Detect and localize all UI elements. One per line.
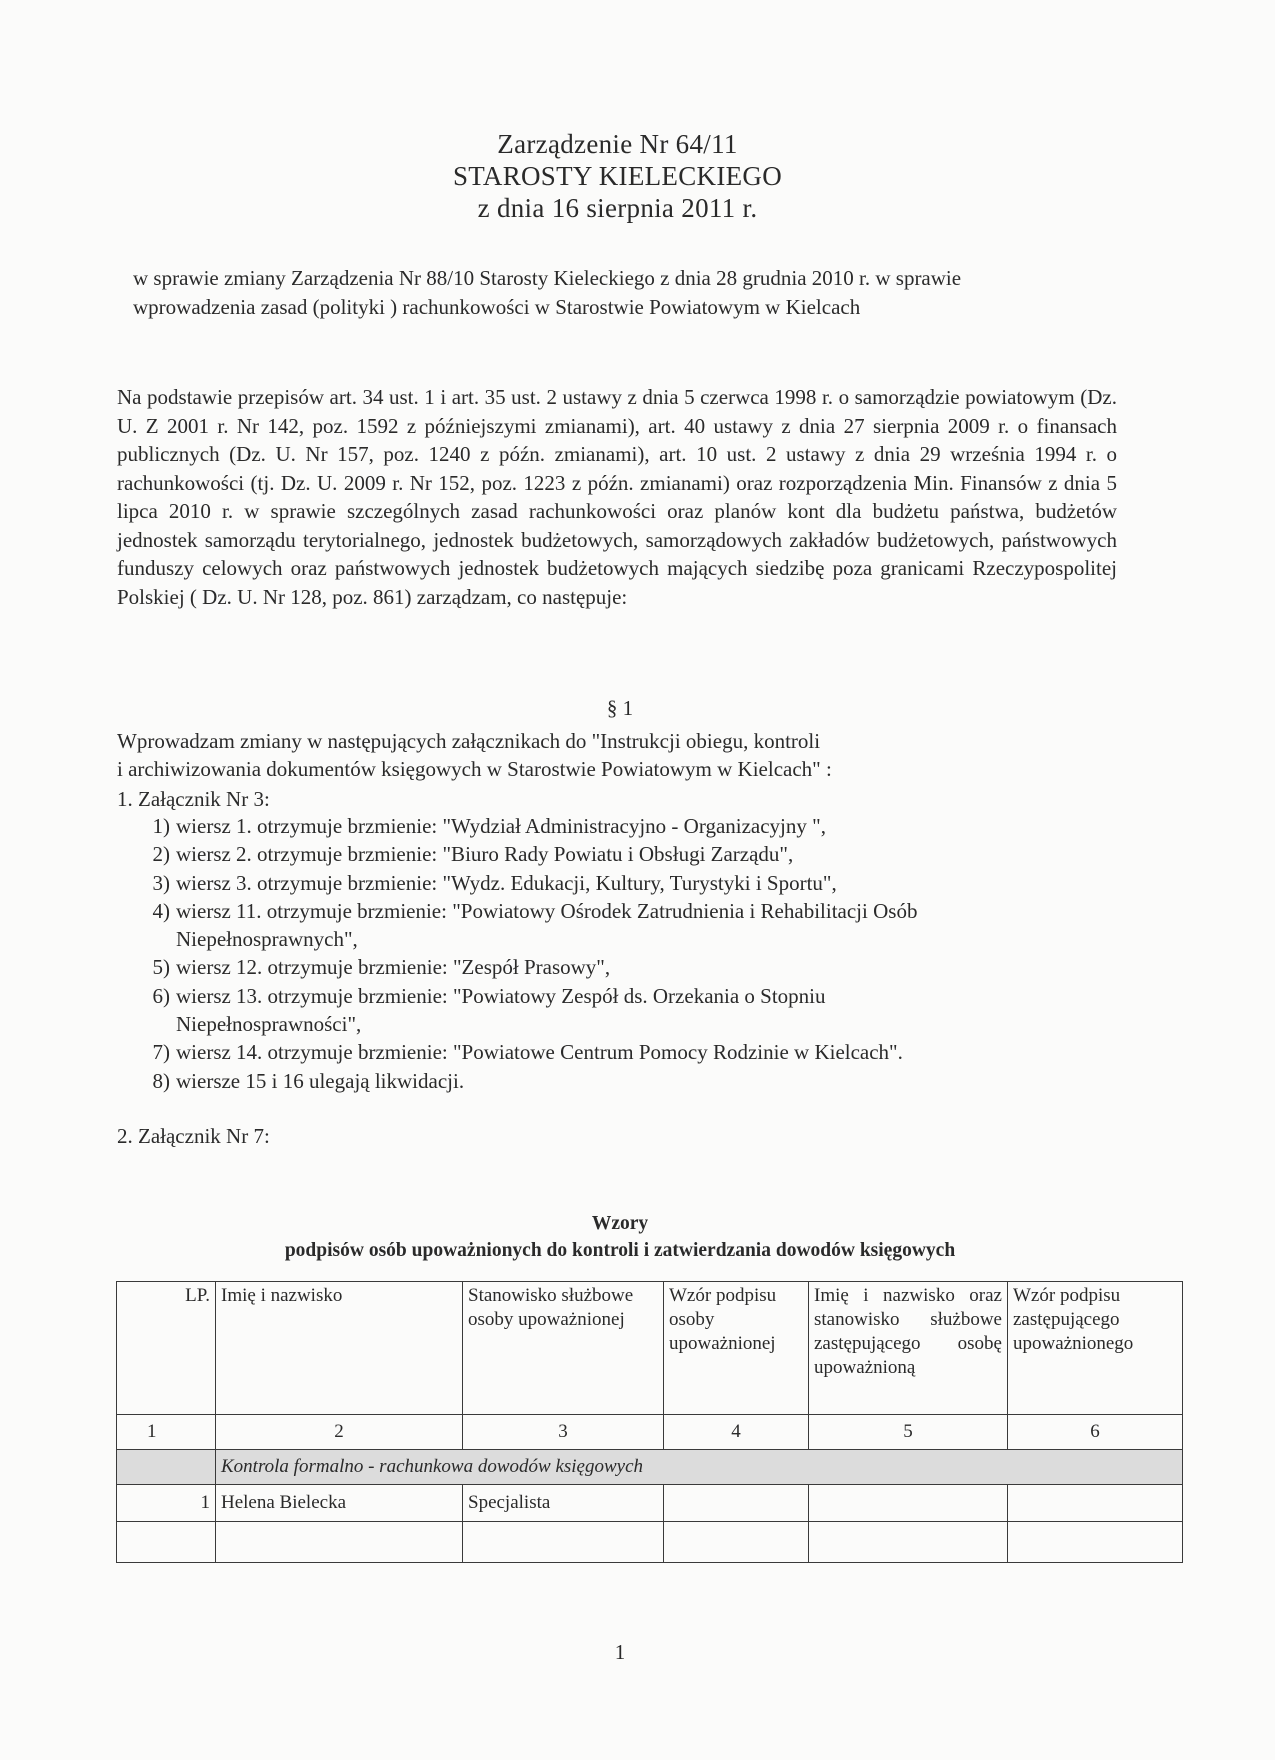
column-number: 5 [809, 1415, 1008, 1450]
item-number: 4) [152, 898, 170, 923]
item-text: wiersz 14. otrzymuje brzmienie: "Powiatowe Centrum Pomocy Rodzinie w Kielcach". [176, 1040, 903, 1065]
legal-basis-paragraph: Na podstawie przepisów art. 34 ust. 1 i art. 35 ust. 2 ustawy z dnia 5 czerwca 1998 r. o samorządzie powiatowym (Dz. U. Z 2001 r. Nr 142, poz. 1592 z późniejszymi zmianami), art. 40 ustawy z dnia 27 sierpnia 2009 r. o finansach publicznych (Dz. U. Nr 157, poz. 1240 z późn. zmianami), art. 10 ust. 2 ustawy z dnia 29 września 1994 r. o rachunkowości (tj. Dz. U. 2009 r. Nr 152, poz. 1223 z późn. zmianami) oraz rozporządzenia Min. Finansów z dnia 5 lipca 2010 r. w sprawie szczególnych zasad rachunkowości oraz planów kont dla budżetu państwa, budżetów jednostek samorządu terytorialnego, jednostek budżetowych, samorządowych zakładów budżetowych, państwowych funduszy celowych oraz państwowych jednostek budżetowych mających siedzibę poza granicami Rzeczypospolitej Polskiej ( Dz. U. Nr 128, poz. 861) zarządzam, co następuje: [117, 385, 1117, 609]
empty-cell [463, 1522, 664, 1563]
item-continuation: Niepełnosprawności", [176, 1012, 362, 1037]
row-signature [664, 1485, 809, 1522]
empty-cell [664, 1522, 809, 1563]
list-item [140, 869, 1100, 897]
column-number: 1 [117, 1415, 216, 1450]
page-number: 1 [614, 1640, 626, 1664]
header-title: Zarządzenie Nr 64/11 [497, 129, 738, 159]
column-number: 3 [463, 1415, 664, 1450]
item-number: 5) [152, 955, 170, 980]
table-title-line-2: podpisów osób upoważnionych do kontroli i zatwierdzania dowodów księgowych [284, 1240, 956, 1261]
list-item [140, 982, 1100, 1010]
header-lp: LP. [117, 1282, 216, 1415]
table-header-row [117, 1282, 1183, 1415]
subject-line-1: w sprawie zmiany Zarządzenia Nr 88/10 Starosty Kieleckiego z dnia 28 grudnia 2010 r. w sprawie [133, 266, 962, 290]
section-mark: § 1 [606, 696, 634, 720]
item-number: 1) [152, 814, 170, 838]
section-intro [117, 727, 1127, 783]
row-substitute [809, 1485, 1008, 1522]
empty-cell [809, 1522, 1008, 1563]
section-cell-empty [117, 1450, 216, 1485]
section-label: Kontrola formalno - rachunkowa dowodów księgowych [216, 1450, 1183, 1485]
header-issuer: STAROSTY KIELECKIEGO [452, 161, 783, 191]
item-text: wiersz 1. otrzymuje brzmienie: "Wydział Administracyjno - Organizacyjny ", [176, 814, 826, 838]
list-item [140, 1067, 1100, 1095]
list-item [140, 812, 1100, 840]
empty-cell [216, 1522, 463, 1563]
annex-7-heading: 2. Załącznik Nr 7: [117, 1124, 270, 1148]
list-item [140, 1038, 1100, 1066]
table-row-empty [117, 1522, 1183, 1563]
empty-cell [117, 1522, 216, 1563]
item-continuation: Niepełnosprawnych", [176, 927, 358, 952]
header-name: Imię i nazwisko [216, 1282, 463, 1415]
empty-cell [1008, 1522, 1183, 1563]
item-text: wiersz 3. otrzymuje brzmienie: "Wydz. Edukacji, Kultury, Turystyki i Sportu", [176, 870, 837, 895]
document-header [0, 128, 1235, 224]
item-text: wiersz 11. otrzymuje brzmienie: "Powiatowy Ośrodek Zatrudnienia i Rehabilitacji Osób [176, 898, 918, 923]
item-text: wiersze 15 i 16 ulegają likwidacji. [176, 1068, 465, 1093]
table-section-row [117, 1450, 1183, 1485]
item-text: wiersz 12. otrzymuje brzmienie: "Zespół Prasowy", [176, 955, 611, 980]
row-lp: 1 [117, 1485, 216, 1522]
intro-line-2: i archiwizowania dokumentów księgowych w Starostwie Powiatowym w Kielcach" : [117, 757, 832, 781]
item-number: 2) [152, 842, 170, 867]
header-substitute: Imię i nazwisko oraz stanowisko służbowe zastępującego osobę upoważnioną [809, 1282, 1008, 1415]
row-name: Helena Bielecka [216, 1485, 463, 1522]
intro-line-1: Wprowadzam zmiany w następujących załącznikach do "Instrukcji obiegu, kontroli [117, 729, 821, 753]
annex-3-heading: 1. Załącznik Nr 3: [117, 787, 270, 811]
item-number: 7) [152, 1040, 170, 1065]
item-number: 8) [152, 1068, 170, 1093]
column-number: 6 [1008, 1415, 1183, 1450]
list-item [140, 897, 1100, 925]
subject-line-2: wprowadzenia zasad (polityki ) rachunkowości w Starostwie Powiatowym w Kielcach [133, 295, 861, 319]
header-signature: Wzór podpisu osoby upoważnionej [664, 1282, 809, 1415]
document-subject [133, 264, 1133, 322]
list-item [140, 953, 1100, 981]
amendment-list [140, 812, 1100, 1095]
item-text: wiersz 13. otrzymuje brzmienie: "Powiatowy Zespół ds. Orzekania o Stopniu [176, 983, 826, 1008]
column-number: 2 [216, 1415, 463, 1450]
table-title [0, 1210, 1240, 1264]
item-number: 6) [152, 983, 170, 1008]
table-title-line-1: Wzory [591, 1213, 649, 1234]
row-position: Specjalista [463, 1485, 664, 1522]
header-date: z dnia 16 sierpnia 2011 r. [477, 193, 758, 223]
column-number-row [117, 1415, 1183, 1450]
list-item [140, 840, 1100, 868]
item-number: 3) [152, 870, 170, 895]
header-substitute-signature: Wzór podpisu zastępującego upoważnionego [1008, 1282, 1183, 1415]
row-substitute-signature [1008, 1485, 1183, 1522]
column-number: 4 [664, 1415, 809, 1450]
item-text: wiersz 2. otrzymuje brzmienie: "Biuro Rady Powiatu i Obsługi Zarządu", [176, 842, 794, 867]
signature-table [116, 1281, 1183, 1563]
header-position: Stanowisko służbowe osoby upoważnionej [463, 1282, 664, 1415]
table-row [117, 1485, 1183, 1522]
